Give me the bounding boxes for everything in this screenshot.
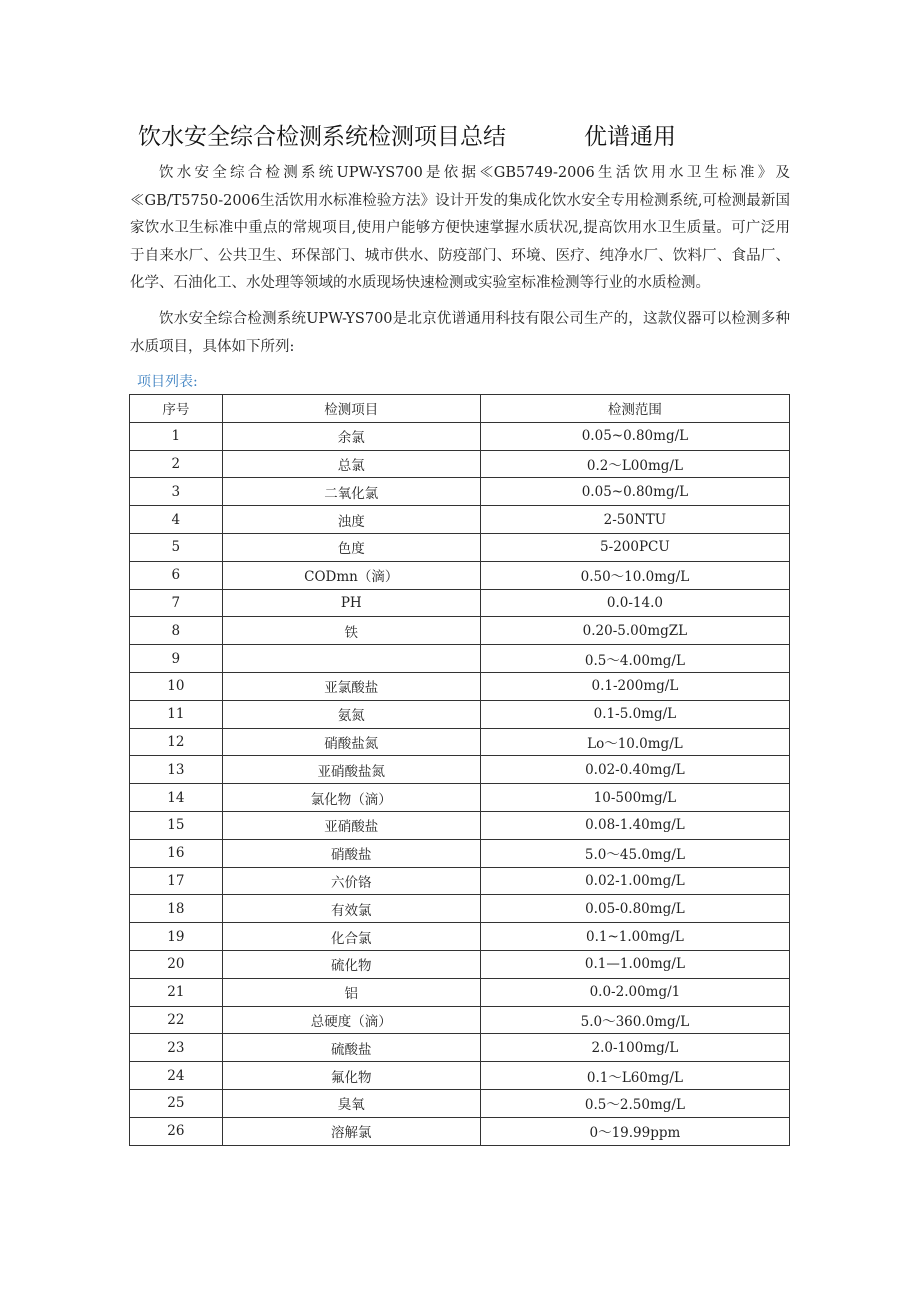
table-row [130,1117,790,1145]
table-body [130,422,790,1145]
table-row [130,672,790,700]
table-row [130,506,790,534]
row-range: 2.0-100mg/L [480,1034,789,1062]
page-title [138,120,778,154]
row-number: 11 [130,700,223,728]
table-row [130,950,790,978]
row-item: 铁 [222,617,480,645]
table-header-row [130,395,790,423]
row-range: 0.05-0.80mg/L [480,895,789,923]
row-range: 0.0-14.0 [480,589,789,617]
row-number: 16 [130,839,223,867]
row-item: 亚硝酸盐 [222,811,480,839]
row-range: 0.02-0.40mg/L [480,756,789,784]
row-range: 0.2～L00mg/L [480,450,789,478]
row-range: 0.1~1.00mg/L [480,923,789,951]
row-item: 铝 [222,978,480,1006]
row-number: 10 [130,672,223,700]
row-item: 硝酸盐 [222,839,480,867]
row-range: 5.0～45.0mg/L [480,839,789,867]
row-number: 21 [130,978,223,1006]
table-row [130,589,790,617]
row-number: 23 [130,1034,223,1062]
row-number: 13 [130,756,223,784]
list-label: 项目列表: [137,374,198,390]
table-row [130,1089,790,1117]
row-item: 六价铬 [222,867,480,895]
row-range: 0.0-2.00mg/1 [480,978,789,1006]
row-range: 5.0～360.0mg/L [480,1006,789,1034]
row-number: 24 [130,1062,223,1090]
row-item: 总氯 [222,450,480,478]
row-item: CODmn（滴） [222,561,480,589]
row-item: 臭氧 [222,1089,480,1117]
row-item: 溶解氯 [222,1117,480,1145]
row-number: 14 [130,784,223,812]
table-row [130,422,790,450]
brand-name: 优谱通用 [584,124,676,150]
row-item: 化合氯 [222,923,480,951]
row-range: 0.1～L60mg/L [480,1062,789,1090]
row-range: 0.20-5.00mgZL [480,617,789,645]
row-item: 浊度 [222,506,480,534]
row-item: 氨氮 [222,700,480,728]
table-row [130,645,790,673]
row-number: 2 [130,450,223,478]
table-row [130,478,790,506]
row-range: 0.1—1.00mg/L [480,950,789,978]
row-number: 25 [130,1089,223,1117]
row-item: 硝酸盐氮 [222,728,480,756]
title-text: 饮水安全综合检测系统检测项目总结 [138,124,506,150]
row-item [222,645,480,673]
row-number: 12 [130,728,223,756]
row-range: 0.5～4.00mg/L [480,645,789,673]
row-number: 20 [130,950,223,978]
row-item: 亚硝酸盐氮 [222,756,480,784]
row-number: 1 [130,422,223,450]
row-number: 4 [130,506,223,534]
table-row [130,1062,790,1090]
table-row [130,784,790,812]
row-item: 氯化物（滴） [222,784,480,812]
row-range: 0.05~0.80mg/L [480,478,789,506]
table-row [130,1006,790,1034]
row-number: 19 [130,923,223,951]
row-number: 17 [130,867,223,895]
intro-paragraph: 饮水安全综合检测系统UPW-YS700是依据≪GB5749-2006生活饮用水卫生标准》及≪GB/T5750-2006生活饮用水标准检验方法》设计开发的集成化饮水安全专用检测系统,可检测最新国家饮水卫生标准中重点的常规项目,使用户能够方便快速掌握水质状况,提高饮用水卫生质量。可广泛用于自来水厂、公共卫生、环保部门、城市供水、防疫部门、环境、医疗、纯净水厂、饮料厂、食品厂、化学、石油化工、水处理等领域的水质现场快速检测或实验室标准检测等行业的水质检测。 [130,165,790,291]
row-range: 0.5～2.50mg/L [480,1089,789,1117]
row-number: 5 [130,533,223,561]
items-table [129,394,790,1146]
row-range: 10-500mg/L [480,784,789,812]
row-range: 0.05~0.80mg/L [480,422,789,450]
row-item: 色度 [222,533,480,561]
table-row [130,450,790,478]
row-item: 总硬度（滴） [222,1006,480,1034]
table-row [130,756,790,784]
table-row [130,561,790,589]
table-row [130,1034,790,1062]
table-row [130,728,790,756]
table-row [130,867,790,895]
row-number: 8 [130,617,223,645]
row-number: 26 [130,1117,223,1145]
row-number: 22 [130,1006,223,1034]
row-range: 0～19.99ppm [480,1117,789,1145]
header-range: 检测范围 [480,395,789,423]
row-item: 有效氯 [222,895,480,923]
table-row [130,533,790,561]
row-number: 3 [130,478,223,506]
row-range: Lo～10.0mg/L [480,728,789,756]
row-number: 7 [130,589,223,617]
row-range: 0.1-5.0mg/L [480,700,789,728]
row-item: 氟化物 [222,1062,480,1090]
manufacturer-paragraph: 饮水安全综合检测系统UPW-YS700是北京优谱通用科技有限公司生产的，这款仪器可以检测多种水质项目，具体如下所列: [130,311,790,355]
row-number: 9 [130,645,223,673]
header-no: 序号 [130,395,223,423]
row-item: 余氯 [222,422,480,450]
row-number: 15 [130,811,223,839]
row-item: 硫化物 [222,950,480,978]
table-row [130,617,790,645]
row-item: PH [222,589,480,617]
row-number: 6 [130,561,223,589]
row-item: 硫酸盐 [222,1034,480,1062]
table-row [130,895,790,923]
table-row [130,923,790,951]
table-row [130,811,790,839]
row-range: 0.08-1.40mg/L [480,811,789,839]
row-number: 18 [130,895,223,923]
table-row [130,700,790,728]
table-row [130,978,790,1006]
row-range: 2-50NTU [480,506,789,534]
row-range: 0.02-1.00mg/L [480,867,789,895]
row-range: 0.1-200mg/L [480,672,789,700]
table-row [130,839,790,867]
row-range: 0.50～10.0mg/L [480,561,789,589]
row-range: 5-200PCU [480,533,789,561]
row-item: 二氧化氯 [222,478,480,506]
row-item: 亚氯酸盐 [222,672,480,700]
header-item: 检测项目 [222,395,480,423]
